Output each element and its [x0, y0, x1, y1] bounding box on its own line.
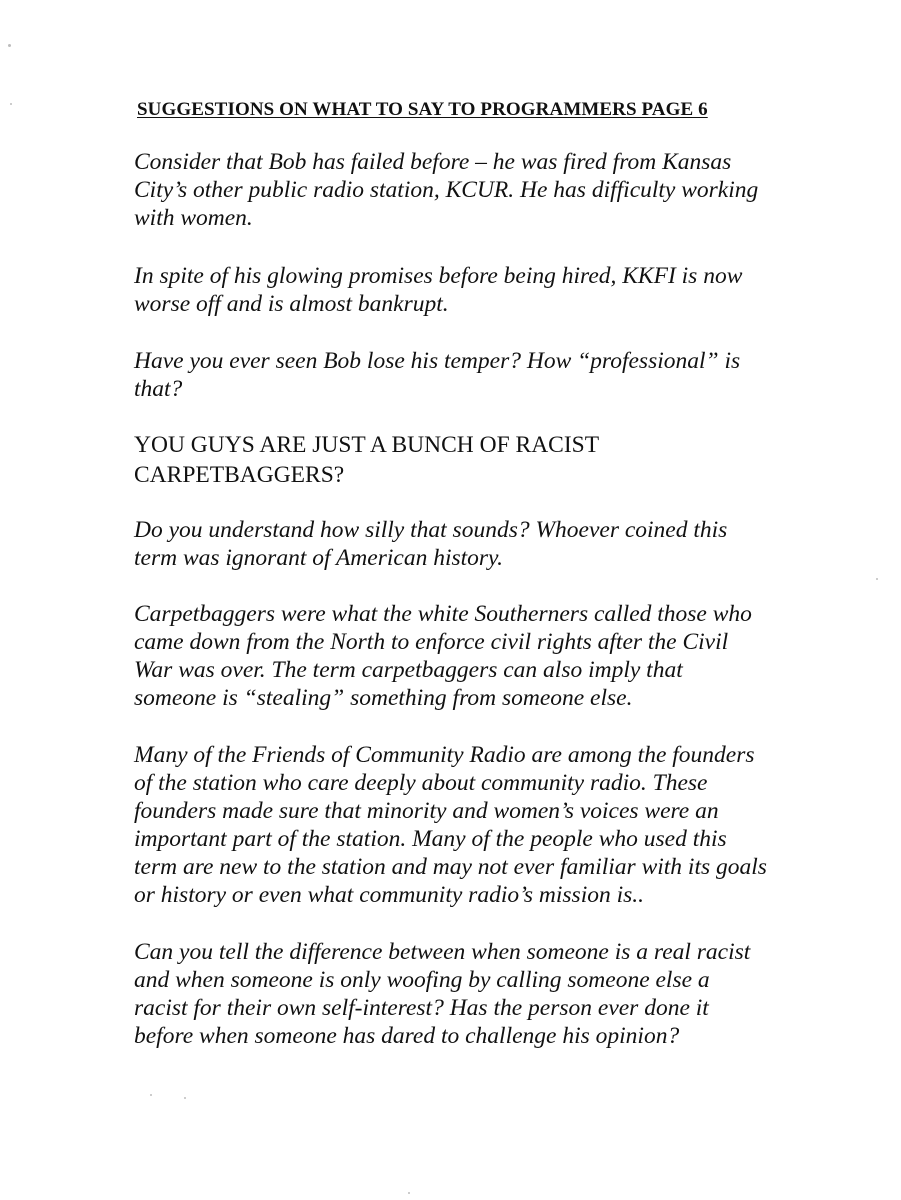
scan-speck	[10, 103, 12, 105]
text-line: Consider that Bob has failed before – he was fired from Kansas	[134, 149, 732, 175]
text-line: came down from the North to enforce civil rights after the Civil	[134, 629, 729, 655]
paragraph-bob-failed	[134, 148, 834, 232]
text-line: Can you tell the difference between when someone is a real racist	[134, 939, 751, 965]
paragraph-temper	[134, 347, 834, 403]
paragraph-silly	[134, 516, 834, 572]
scan-speck	[150, 1094, 152, 1096]
page-heading: SUGGESTIONS ON WHAT TO SAY TO PROGRAMMERS PAGE 6	[137, 99, 708, 120]
text-line: term was ignorant of American history.	[134, 545, 504, 571]
question-heading	[134, 430, 834, 490]
text-line: before when someone has dared to challenge his opinion?	[134, 1023, 680, 1049]
text-line: racist for their own self-interest? Has the person ever done it	[134, 995, 709, 1021]
paragraph-carpetbaggers	[134, 600, 834, 712]
scan-speck	[876, 578, 878, 580]
text-line: and when someone is only woofing by calling someone else a	[134, 967, 710, 993]
text-line: Many of the Friends of Community Radio are among the founders	[134, 742, 755, 768]
text-line: important part of the station. Many of the people who used this	[134, 826, 727, 852]
text-line: CARPETBAGGERS?	[134, 462, 345, 488]
text-line: term are new to the station and may not ever familiar with its goals	[134, 854, 767, 880]
text-line: Carpetbaggers were what the white Southerners called those who	[134, 601, 752, 627]
text-line: worse off and is almost bankrupt.	[134, 291, 449, 317]
text-line: In spite of his glowing promises before being hired, KKFI is now	[134, 263, 743, 289]
text-line: YOU GUYS ARE JUST A BUNCH OF RACIST	[134, 432, 600, 458]
scan-speck	[408, 1192, 410, 1194]
text-line: of the station who care deeply about community radio. These	[134, 770, 708, 796]
text-line: founders made sure that minority and women’s voices were an	[134, 798, 719, 824]
paragraph-friends	[134, 741, 834, 909]
text-line: with women.	[134, 205, 253, 231]
text-line: Have you ever seen Bob lose his temper? How “professional” is	[134, 348, 741, 374]
text-line: that?	[134, 376, 183, 402]
text-line: City’s other public radio station, KCUR. He has difficulty working	[134, 177, 759, 203]
text-line: someone is “stealing” something from someone else.	[134, 685, 633, 711]
paragraph-racist	[134, 938, 834, 1050]
scan-speck	[8, 44, 11, 47]
paragraph-bankrupt	[134, 262, 834, 318]
scan-speck	[184, 1097, 186, 1099]
text-line: War was over. The term carpetbaggers can also imply that	[134, 657, 683, 683]
text-line: Do you understand how silly that sounds? Whoever coined this	[134, 517, 728, 543]
text-line: or history or even what community radio’s mission is..	[134, 882, 645, 908]
